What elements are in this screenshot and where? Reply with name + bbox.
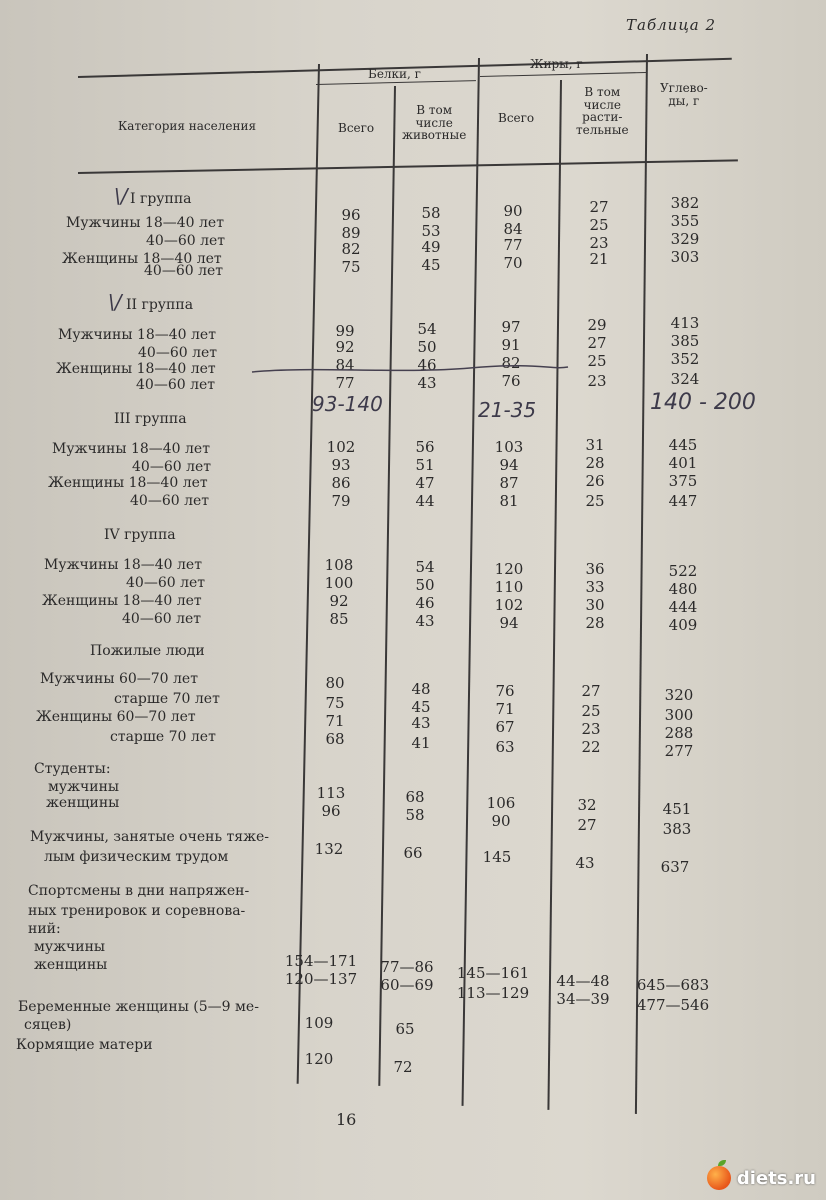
cell-g3-r4-c5: 447 xyxy=(668,492,698,510)
cell-sport-r1-c4: 44—48 xyxy=(556,972,610,990)
cell-elderly-r1-c1: 80 xyxy=(325,674,345,692)
cell-g3-r3-c3: 87 xyxy=(499,474,519,492)
cell-g4-r3-c5: 444 xyxy=(668,598,698,616)
cell-g3-r3-c1: 86 xyxy=(331,474,351,492)
cell-sport-r2-c1: 120—137 xyxy=(284,970,358,988)
cell-sport-r1-c2: 77—86 xyxy=(380,958,434,976)
cell-g4-r3-c3: 102 xyxy=(494,596,524,614)
cell-g1-r3-c1: 82 xyxy=(341,240,361,258)
cell-g2-r2-c1: 92 xyxy=(335,338,355,356)
cell-g1-r2-c3: 84 xyxy=(503,220,523,238)
cell-students-r1-c2: 68 xyxy=(405,788,425,806)
cell-g4-r2-c5: 480 xyxy=(668,580,698,598)
group-3-title: III группа xyxy=(114,411,187,427)
cell-g1-r3-c5: 329 xyxy=(670,230,700,248)
cell-g1-r1-c1: 96 xyxy=(341,206,361,224)
cell-elderly-r3-c1: 71 xyxy=(325,712,345,730)
label-elderly-women-60-70: Женщины 60—70 лет xyxy=(36,709,196,725)
cell-g1-r1-c2: 58 xyxy=(421,204,441,222)
cell-elderly-r2-c1: 75 xyxy=(325,694,345,712)
cell-students-r1-c1: 113 xyxy=(316,784,346,802)
label-g4-men-18-40: Мужчины 18—40 лет xyxy=(44,557,202,573)
label-students: Студенты: xyxy=(34,761,111,777)
header-proteins-animal xyxy=(402,104,466,142)
cell-g2-r2-c4: 27 xyxy=(587,334,607,352)
cell-heavy-c3: 145 xyxy=(482,848,512,866)
header-fats: Жиры, г xyxy=(530,57,583,71)
cell-elderly-r2-c4: 25 xyxy=(581,702,601,720)
cell-g3-r1-c5: 445 xyxy=(668,436,698,454)
cell-g2-r3-c2: 46 xyxy=(417,356,437,374)
watermark-logo xyxy=(707,1166,816,1190)
cell-g2-r4-c5: 324 xyxy=(670,370,700,388)
label-g2-men-40-60: 40—60 лет xyxy=(138,345,218,361)
cell-sport-r2-c4: 34—39 xyxy=(556,990,610,1008)
cell-g1-r1-c3: 90 xyxy=(503,202,523,220)
handwritten-strike-line xyxy=(250,364,570,376)
label-g3-women-40-60: 40—60 лет xyxy=(130,493,210,509)
header-bottom-rule xyxy=(78,159,738,174)
cell-g1-r3-c4: 23 xyxy=(589,234,609,252)
peach-icon xyxy=(707,1166,731,1190)
cell-g1-r4-c4: 21 xyxy=(589,250,609,268)
cell-g4-r3-c2: 46 xyxy=(415,594,435,612)
header-veg-line2: числе xyxy=(583,97,621,112)
cell-g2-r2-c2: 50 xyxy=(417,338,437,356)
label-g2-women-18-40: Женщины 18—40 лет xyxy=(56,361,216,377)
cell-g2-r4-c4: 23 xyxy=(587,372,607,390)
cell-g3-r4-c3: 81 xyxy=(499,492,519,510)
cell-g3-r1-c3: 103 xyxy=(494,438,524,456)
cell-elderly-r4-c3: 63 xyxy=(495,738,515,756)
label-sport-men: мужчины xyxy=(34,939,106,955)
cell-sport-r1-c1: 154—171 xyxy=(284,952,358,970)
cell-g3-r4-c4: 25 xyxy=(585,492,605,510)
header-animal-line2: числе xyxy=(415,115,453,130)
cell-g4-r1-c5: 522 xyxy=(668,562,698,580)
cell-students-r1-c5: 451 xyxy=(662,800,692,818)
cell-elderly-r3-c3: 67 xyxy=(495,718,515,736)
cell-elderly-r4-c5: 277 xyxy=(664,742,694,760)
cell-pregnant-c2: 65 xyxy=(395,1020,415,1038)
header-animal-line1: В том xyxy=(416,103,453,117)
cell-g2-r1-c5: 413 xyxy=(670,314,700,332)
cell-nursing-c2: 72 xyxy=(393,1058,413,1076)
cell-g4-r1-c3: 120 xyxy=(494,560,524,578)
table-label: Таблица 2 xyxy=(626,16,717,34)
group-2-title: II группа xyxy=(126,297,194,313)
label-g4-women-40-60: 40—60 лет xyxy=(122,611,202,627)
label-g1-men-18-40: Мужчины 18—40 лет xyxy=(66,215,224,231)
cell-g4-r1-c4: 36 xyxy=(585,560,605,578)
label-g2-women-40-60: 40—60 лет xyxy=(136,377,216,393)
label-heavy-line2: лым физическим трудом xyxy=(44,849,229,865)
cell-g2-r1-c1: 99 xyxy=(335,322,355,340)
cell-sport-r2-c2: 60—69 xyxy=(380,976,434,994)
label-g4-women-18-40: Женщины 18—40 лет xyxy=(42,593,202,609)
cell-g4-r2-c3: 110 xyxy=(494,578,524,596)
cell-g1-r1-c5: 382 xyxy=(670,194,700,212)
cell-elderly-r2-c2: 45 xyxy=(411,698,431,716)
label-g1-women-18-40: Женщины 18—40 лет xyxy=(62,251,222,267)
cell-g3-r4-c2: 44 xyxy=(415,492,435,510)
cell-g3-r2-c5: 401 xyxy=(668,454,698,472)
cell-students-r2-c5: 383 xyxy=(662,820,692,838)
cell-g1-r2-c1: 89 xyxy=(341,224,361,242)
cell-g3-r3-c5: 375 xyxy=(668,472,698,490)
cell-g3-r2-c4: 28 xyxy=(585,454,605,472)
cell-g4-r4-c4: 28 xyxy=(585,614,605,632)
cell-g1-r4-c1: 75 xyxy=(341,258,361,276)
label-sport-line2: ных тренировок и соревнова- xyxy=(28,903,246,919)
cell-nursing-c1: 120 xyxy=(304,1050,334,1068)
cell-elderly-r3-c4: 23 xyxy=(581,720,601,738)
cell-g2-r4-c3: 76 xyxy=(501,372,521,390)
cell-g4-r2-c4: 33 xyxy=(585,578,605,596)
header-fats-total: Всего xyxy=(498,111,535,125)
label-g1-women-40-60: 40—60 лет xyxy=(144,263,224,279)
label-elderly-women-over-70: старше 70 лет xyxy=(110,729,216,745)
header-veg-line4: тельные xyxy=(576,122,629,137)
watermark-text: diets.ru xyxy=(736,1167,816,1189)
header-carbs-line2: ды, г xyxy=(668,93,700,108)
cell-g2-r2-c3: 91 xyxy=(501,336,521,354)
header-category: Категория населения xyxy=(118,119,257,133)
cell-g3-r4-c1: 79 xyxy=(331,492,351,510)
cell-g1-r3-c3: 77 xyxy=(503,236,523,254)
cell-students-r2-c1: 96 xyxy=(321,802,341,820)
cell-g3-r2-c3: 94 xyxy=(499,456,519,474)
header-carbs-line1: Углево- xyxy=(660,81,708,95)
cell-elderly-r1-c5: 320 xyxy=(664,686,694,704)
handwritten-carb-range: 140 - 200 xyxy=(650,390,756,415)
header-proteins: Белки, г xyxy=(368,67,421,81)
cell-g3-r1-c2: 56 xyxy=(415,438,435,456)
cell-elderly-r4-c4: 22 xyxy=(581,738,601,756)
cell-elderly-r3-c5: 288 xyxy=(664,724,694,742)
cell-students-r1-c3: 106 xyxy=(486,794,516,812)
cell-pregnant-c1: 109 xyxy=(304,1014,334,1032)
cell-g4-r1-c2: 54 xyxy=(415,558,435,576)
cell-g4-r2-c2: 50 xyxy=(415,576,435,594)
label-sport-line1: Спортсмены в дни напряжен- xyxy=(28,883,250,899)
cell-students-r2-c4: 27 xyxy=(577,816,597,834)
cell-g1-r1-c4: 27 xyxy=(589,198,609,216)
cell-g3-r3-c4: 26 xyxy=(585,472,605,490)
fats-sub-rule xyxy=(480,72,646,77)
label-g3-men-18-40: Мужчины 18—40 лет xyxy=(52,441,210,457)
group-1-title: I группа xyxy=(130,191,192,207)
cell-g3-r2-c2: 51 xyxy=(415,456,435,474)
header-veg-line1: В том xyxy=(584,85,621,99)
header-veg-line3: расти- xyxy=(582,110,623,125)
header-carbs xyxy=(660,82,708,107)
cell-g2-r4-c1: 77 xyxy=(335,374,355,392)
header-animal-line3: животные xyxy=(402,128,467,143)
page-number: 16 xyxy=(336,1110,357,1129)
cell-g3-r3-c2: 47 xyxy=(415,474,435,492)
cell-sport-r1-c3: 145—161 xyxy=(456,964,530,982)
cell-g2-r1-c2: 54 xyxy=(417,320,437,338)
cell-g3-r1-c4: 31 xyxy=(585,436,605,454)
cell-students-r2-c3: 90 xyxy=(491,812,511,830)
label-sport-line3: ний: xyxy=(28,921,61,937)
cell-g2-r3-c4: 25 xyxy=(587,352,607,370)
cell-elderly-r4-c2: 41 xyxy=(411,734,431,752)
label-pregnant-line2: сяцев) xyxy=(24,1017,72,1033)
cell-heavy-c1: 132 xyxy=(314,840,344,858)
cell-g3-r2-c1: 93 xyxy=(331,456,351,474)
cell-g1-r3-c2: 49 xyxy=(421,238,441,256)
cell-g4-r4-c3: 94 xyxy=(499,614,519,632)
handwritten-check-1: \/ xyxy=(114,184,128,208)
cell-elderly-r4-c1: 68 xyxy=(325,730,345,748)
cell-students-r1-c4: 32 xyxy=(577,796,597,814)
cell-g4-r1-c1: 108 xyxy=(324,556,354,574)
cell-g1-r4-c3: 70 xyxy=(503,254,523,272)
label-students-women: женщины xyxy=(46,795,120,811)
cell-g1-r2-c2: 53 xyxy=(421,222,441,240)
handwritten-protein-range: 93-140 xyxy=(312,392,383,416)
header-fats-veg xyxy=(576,86,629,136)
cell-g2-r3-c5: 352 xyxy=(670,350,700,368)
label-elderly-men-over-70: старше 70 лет xyxy=(114,691,220,707)
label-g3-men-40-60: 40—60 лет xyxy=(132,459,212,475)
label-g2-men-18-40: Мужчины 18—40 лет xyxy=(58,327,216,343)
cell-g1-r4-c2: 45 xyxy=(421,256,441,274)
label-students-men: мужчины xyxy=(48,779,120,795)
cell-elderly-r3-c2: 43 xyxy=(411,714,431,732)
header-proteins-total: Всего xyxy=(338,121,375,135)
cell-heavy-c2: 66 xyxy=(403,844,423,862)
cell-heavy-c5: 637 xyxy=(660,858,690,876)
cell-elderly-r1-c3: 76 xyxy=(495,682,515,700)
cell-g2-r4-c2: 43 xyxy=(417,374,437,392)
label-g3-women-18-40: Женщины 18—40 лет xyxy=(48,475,208,491)
label-g1-men-40-60: 40—60 лет xyxy=(146,233,226,249)
label-elderly-men-60-70: Мужчины 60—70 лет xyxy=(40,671,198,687)
cell-elderly-r2-c3: 71 xyxy=(495,700,515,718)
cell-g4-r2-c1: 100 xyxy=(324,574,354,592)
label-heavy-line1: Мужчины, занятые очень тяже- xyxy=(30,829,270,845)
cell-elderly-r1-c4: 27 xyxy=(581,682,601,700)
group-elderly-title: Пожилые люди xyxy=(90,643,205,659)
label-nursing: Кормящие матери xyxy=(16,1037,153,1053)
cell-heavy-c4: 43 xyxy=(575,854,595,872)
handwritten-fat-range: 21-35 xyxy=(478,398,537,422)
cell-g4-r3-c4: 30 xyxy=(585,596,605,614)
cell-g2-r1-c3: 97 xyxy=(501,318,521,336)
cell-g3-r1-c1: 102 xyxy=(326,438,356,456)
cell-g4-r4-c2: 43 xyxy=(415,612,435,630)
group-4-title: IV группа xyxy=(104,527,176,543)
cell-sport-r2-c5: 477—546 xyxy=(636,996,710,1014)
handwritten-check-2: \/ xyxy=(108,290,122,314)
cell-g1-r4-c5: 303 xyxy=(670,248,700,266)
cell-g2-r1-c4: 29 xyxy=(587,316,607,334)
cell-g2-r2-c5: 385 xyxy=(670,332,700,350)
cell-sport-r2-c3: 113—129 xyxy=(456,984,530,1002)
cell-elderly-r1-c2: 48 xyxy=(411,680,431,698)
label-pregnant-line1: Беременные женщины (5—9 ме- xyxy=(18,999,259,1015)
cell-g4-r4-c1: 85 xyxy=(329,610,349,628)
cell-students-r2-c2: 58 xyxy=(405,806,425,824)
cell-g1-r2-c4: 25 xyxy=(589,216,609,234)
cell-elderly-r2-c5: 300 xyxy=(664,706,694,724)
cell-g2-r3-c1: 84 xyxy=(335,356,355,374)
cell-g2-r3-c3: 82 xyxy=(501,354,521,372)
label-g4-men-40-60: 40—60 лет xyxy=(126,575,206,591)
cell-g4-r4-c5: 409 xyxy=(668,616,698,634)
cell-g1-r2-c5: 355 xyxy=(670,212,700,230)
label-sport-women: женщины xyxy=(34,957,108,973)
cell-g4-r3-c1: 92 xyxy=(329,592,349,610)
cell-sport-r1-c5: 645—683 xyxy=(636,976,710,994)
